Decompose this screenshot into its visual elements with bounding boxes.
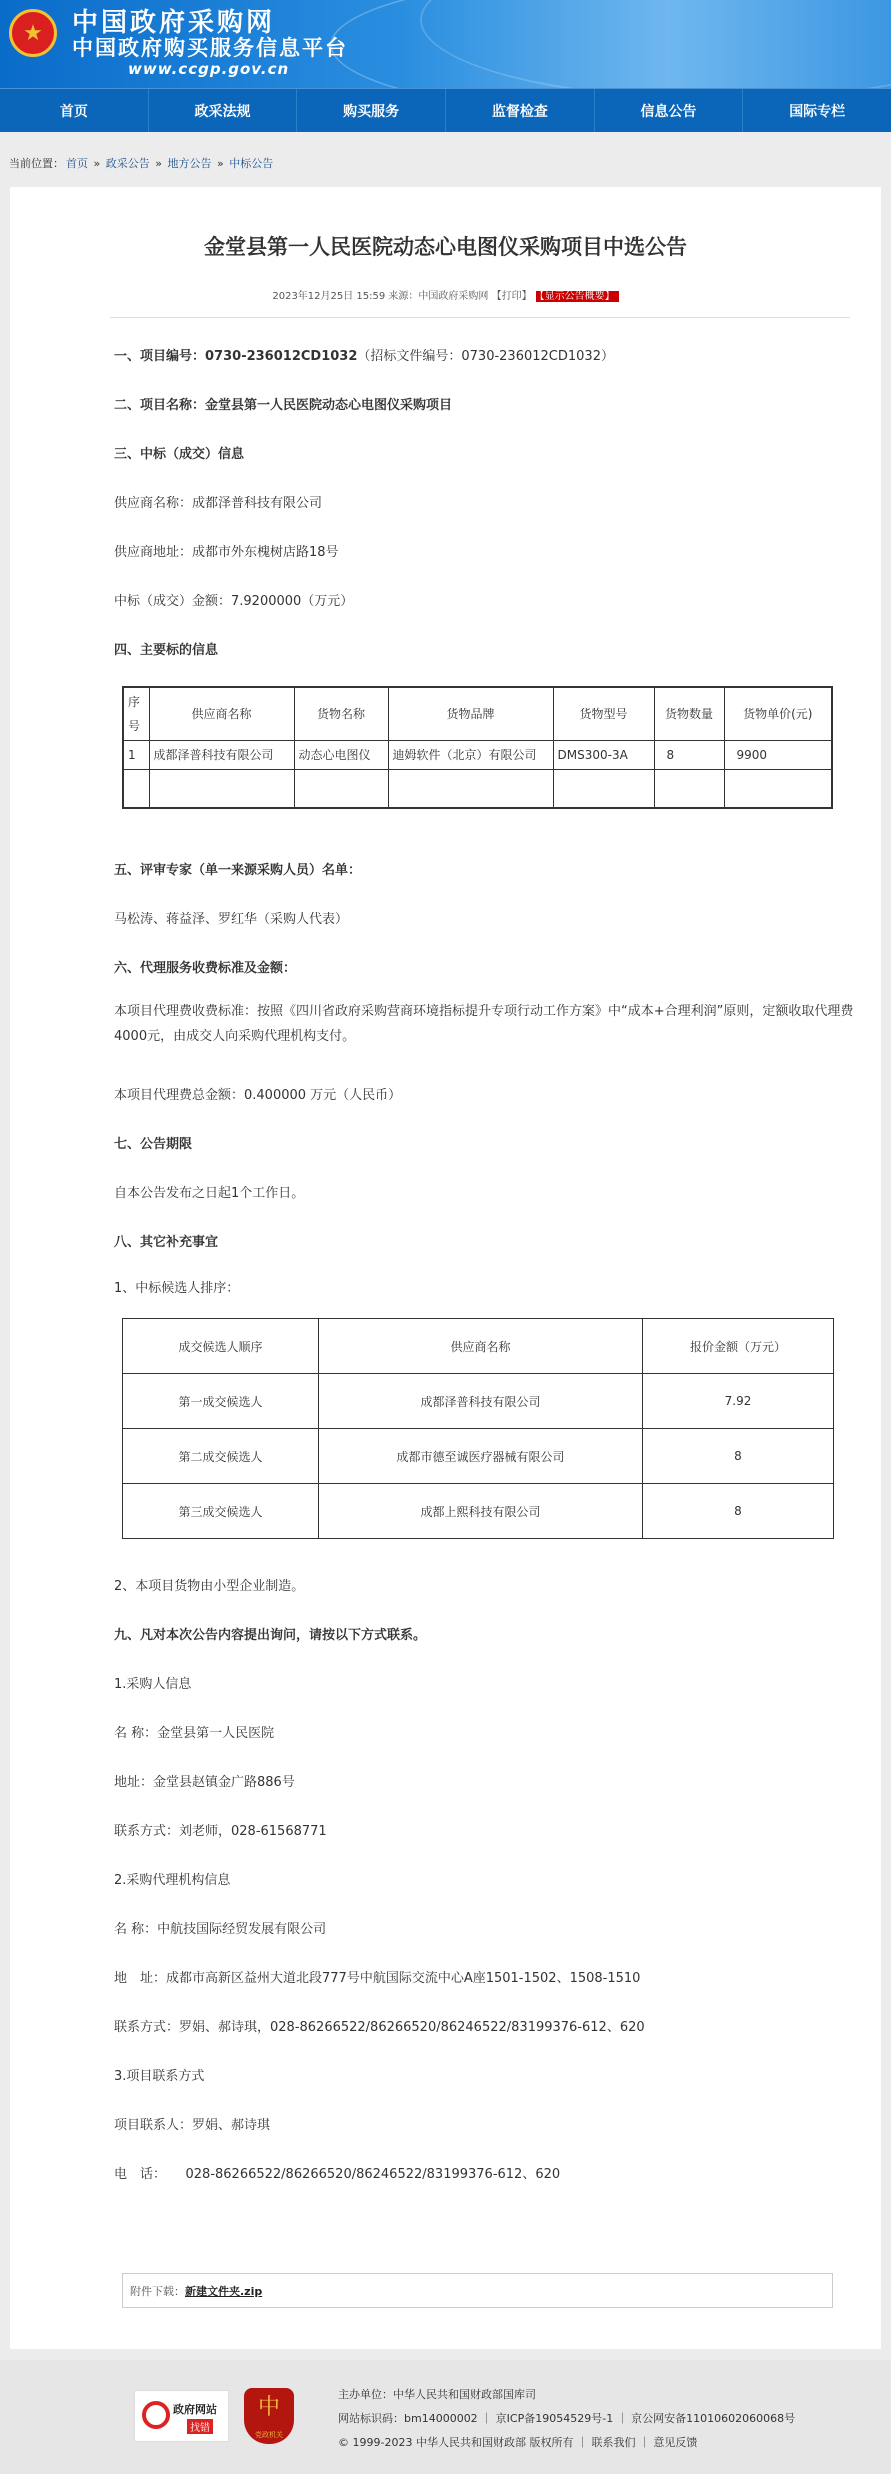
- nav-item-home[interactable]: 首页: [0, 89, 149, 132]
- table-row-empty: [123, 770, 832, 808]
- supplier-name: 供应商名称：成都泽普科技有限公司: [114, 496, 323, 511]
- table-cell: 成都泽普科技有限公司: [149, 741, 294, 770]
- section-label: 二、项目名称：: [114, 398, 206, 413]
- announcement-period: 自本公告发布之日起1个工作日。: [114, 1186, 305, 1201]
- candidates-table: [122, 1318, 834, 1539]
- main-nav: [0, 88, 891, 132]
- contact-heading: 1.采购人信息: [114, 1677, 192, 1692]
- breadcrumb-procurement[interactable]: 政采公告: [105, 157, 150, 170]
- footer-sponsor: 主办单位：中华人民共和国财政部国库司: [338, 2388, 536, 2401]
- site-title[interactable]: 中国政府采购网: [72, 8, 276, 38]
- article-meta: [10, 287, 881, 302]
- national-emblem-icon: ★: [9, 9, 57, 57]
- show-summary-button[interactable]: 【显示公告概要】: [536, 291, 619, 302]
- title-divider: [110, 317, 850, 318]
- breadcrumb: [9, 155, 275, 171]
- agency-name: 名 称：中航技国际经贸发展有限公司: [114, 1922, 327, 1937]
- section-project-name: [114, 394, 452, 413]
- table-cell: [553, 770, 654, 808]
- section-heading: 七、公告期限: [114, 1137, 193, 1152]
- table-row: [123, 1374, 834, 1429]
- magnifier-icon: [142, 2401, 170, 2429]
- article-panel: [10, 187, 881, 2349]
- table-row: [123, 1484, 834, 1539]
- badge-glyph: 中: [257, 2395, 280, 2420]
- breadcrumb-separator: »: [216, 157, 224, 170]
- section-heading: 九、凡对本次公告内容提出询问，请按以下方式联系。: [114, 1628, 427, 1643]
- table-header: 货物型号: [553, 687, 654, 741]
- award-amount: 中标（成交）金额：7.9200000（万元）: [114, 594, 354, 609]
- breadcrumb-prefix: 当前位置：: [9, 157, 64, 170]
- badge-action: 找错: [187, 2419, 213, 2434]
- table-cell: [724, 770, 832, 808]
- table-cell: [388, 770, 553, 808]
- agency-contact: 联系方式：罗娟、郝诗琪，028-86266522/86266520/86246522/83199376-612、620: [114, 2020, 645, 2035]
- table-cell: 8: [654, 741, 724, 770]
- publish-info: 2023年12月25日 15:59 来源：中国政府采购网 【打印】: [272, 291, 532, 302]
- tender-doc-number: （招标文件编号：0730-236012CD1032）: [357, 349, 614, 364]
- purchaser-name: 名 称：金堂县第一人民医院: [114, 1726, 275, 1741]
- nav-item-announcements[interactable]: 信息公告: [595, 89, 744, 132]
- attachment-box: [122, 2273, 833, 2308]
- footer-site-code: 网站标识码：bm14000002 ｜ 京ICP备19054529号-1 ｜ 京公网安备11010602060068号: [338, 2412, 796, 2425]
- table-header: 货物品牌: [388, 687, 553, 741]
- gov-site-error-report-badge[interactable]: [134, 2390, 229, 2442]
- breadcrumb-separator: »: [155, 157, 162, 170]
- table-cell: 成都泽普科技有限公司: [319, 1374, 643, 1429]
- table-cell: 成都上熙科技有限公司: [319, 1484, 643, 1539]
- note-small-enterprise: 2、本项目货物由小型企业制造。: [114, 1579, 305, 1594]
- badge-title: 政府网站: [173, 2403, 217, 2416]
- table-cell: 动态心电图仪: [294, 741, 388, 770]
- table-cell: [149, 770, 294, 808]
- table-cell: 第二成交候选人: [123, 1429, 319, 1484]
- table-cell: 1: [123, 741, 149, 770]
- table-header: 序号: [123, 687, 149, 741]
- section-heading: 八、其它补充事宜: [114, 1235, 219, 1250]
- table-cell: 9900: [724, 741, 832, 770]
- nav-item-regulations[interactable]: 政采法规: [149, 89, 298, 132]
- contact-heading: 3.项目联系方式: [114, 2069, 205, 2084]
- table-cell: 第三成交候选人: [123, 1484, 319, 1539]
- table-cell: 7.92: [643, 1374, 834, 1429]
- section-heading: 六、代理服务收费标准及金额：: [114, 961, 297, 976]
- table-header: 货物数量: [654, 687, 724, 741]
- project-name: 金堂县第一人民医院动态心电图仪采购项目: [205, 398, 453, 413]
- project-contact-phone: 电 话： 028-86266522/86266520/86246522/83199376-612、620: [114, 2167, 561, 2182]
- breadcrumb-award[interactable]: 中标公告: [229, 157, 274, 170]
- section-project-number: [114, 345, 614, 364]
- breadcrumb-separator: »: [93, 157, 101, 170]
- site-subtitle: 中国政府购买服务信息平台: [72, 36, 348, 60]
- site-url[interactable]: www.ccgp.gov.cn: [128, 60, 290, 78]
- project-number: 0730-236012CD1032: [205, 349, 358, 364]
- table-header: 供应商名称: [149, 687, 294, 741]
- table-cell: 8: [643, 1484, 834, 1539]
- table-cell: [294, 770, 388, 808]
- party-gov-badge-icon[interactable]: [244, 2388, 294, 2444]
- table-header: 供应商名称: [319, 1319, 643, 1374]
- purchaser-contact: 联系方式：刘老师，028-61568771: [114, 1824, 327, 1839]
- table-row: [123, 1429, 834, 1484]
- table-cell: 第一成交候选人: [123, 1374, 319, 1429]
- nav-item-international[interactable]: 国际专栏: [789, 103, 846, 120]
- site-header: [0, 0, 891, 88]
- section-heading: 四、主要标的信息: [114, 643, 219, 658]
- table-header: 报价金额（万元）: [643, 1319, 834, 1374]
- table-cell: 迪姆软件（北京）有限公司: [388, 741, 553, 770]
- attachment-label: 附件下载：: [130, 2284, 185, 2298]
- fee-total: 本项目代理费总金额：0.400000 万元（人民币）: [114, 1088, 402, 1103]
- attachment-file-link[interactable]: 新建文件夹.zip: [185, 2284, 263, 2298]
- candidates-intro: 1、中标候选人排序：: [114, 1281, 240, 1296]
- breadcrumb-home[interactable]: 首页: [66, 157, 88, 170]
- table-header: 成交候选人顺序: [123, 1319, 319, 1374]
- section-label: 一、项目编号：: [114, 349, 206, 364]
- site-footer: [0, 2360, 891, 2474]
- table-header-row: [123, 1319, 834, 1374]
- table-header: 货物单价(元): [724, 687, 832, 741]
- nav-item-supervision[interactable]: 监督检查: [446, 89, 595, 132]
- table-cell: 成都市德至诚医疗器械有限公司: [319, 1429, 643, 1484]
- fee-standard: 本项目代理费收费标准：按照《四川省政府采购营商环境指标提升专项行动工作方案》中“成本+合理利润”原则，定额收取代理费4000元，由成交人向采购代理机构支付。: [114, 1004, 854, 1044]
- project-contact-person: 项目联系人：罗娟、郝诗琪: [114, 2118, 271, 2133]
- breadcrumb-local[interactable]: 地方公告: [167, 157, 212, 170]
- table-cell: [654, 770, 724, 808]
- table-cell: [123, 770, 149, 808]
- purchaser-address: 地址：金堂县赵镇金广路886号: [114, 1775, 295, 1790]
- table-header-row: [123, 687, 832, 741]
- page-title: 金堂县第一人民医院动态心电图仪采购项目中选公告: [204, 235, 687, 259]
- contact-heading: 2.采购代理机构信息: [114, 1873, 231, 1888]
- table-cell: DMS300-3A: [553, 741, 654, 770]
- expert-list: 马松涛、蒋益泽、罗红华（采购人代表）: [114, 912, 349, 927]
- section-heading: 五、评审专家（单一来源采购人员）名单：: [114, 863, 362, 878]
- badge2-label: 党政机关: [255, 2431, 283, 2439]
- nav-item-purchase-services[interactable]: 购买服务: [297, 89, 446, 132]
- supplier-address: 供应商地址：成都市外东槐树店路18号: [114, 545, 339, 560]
- table-cell: 8: [643, 1429, 834, 1484]
- table-row: [123, 741, 832, 770]
- items-table: [122, 686, 833, 809]
- agency-address: 地 址：成都市高新区益州大道北段777号中航国际交流中心A座1501-1502、1508-1510: [114, 1971, 641, 1986]
- section-heading: 三、中标（成交）信息: [114, 447, 245, 462]
- footer-copyright: © 1999-2023 中华人民共和国财政部 版权所有 ｜ 联系我们 ｜ 意见反馈: [338, 2436, 698, 2449]
- table-header: 货物名称: [294, 687, 388, 741]
